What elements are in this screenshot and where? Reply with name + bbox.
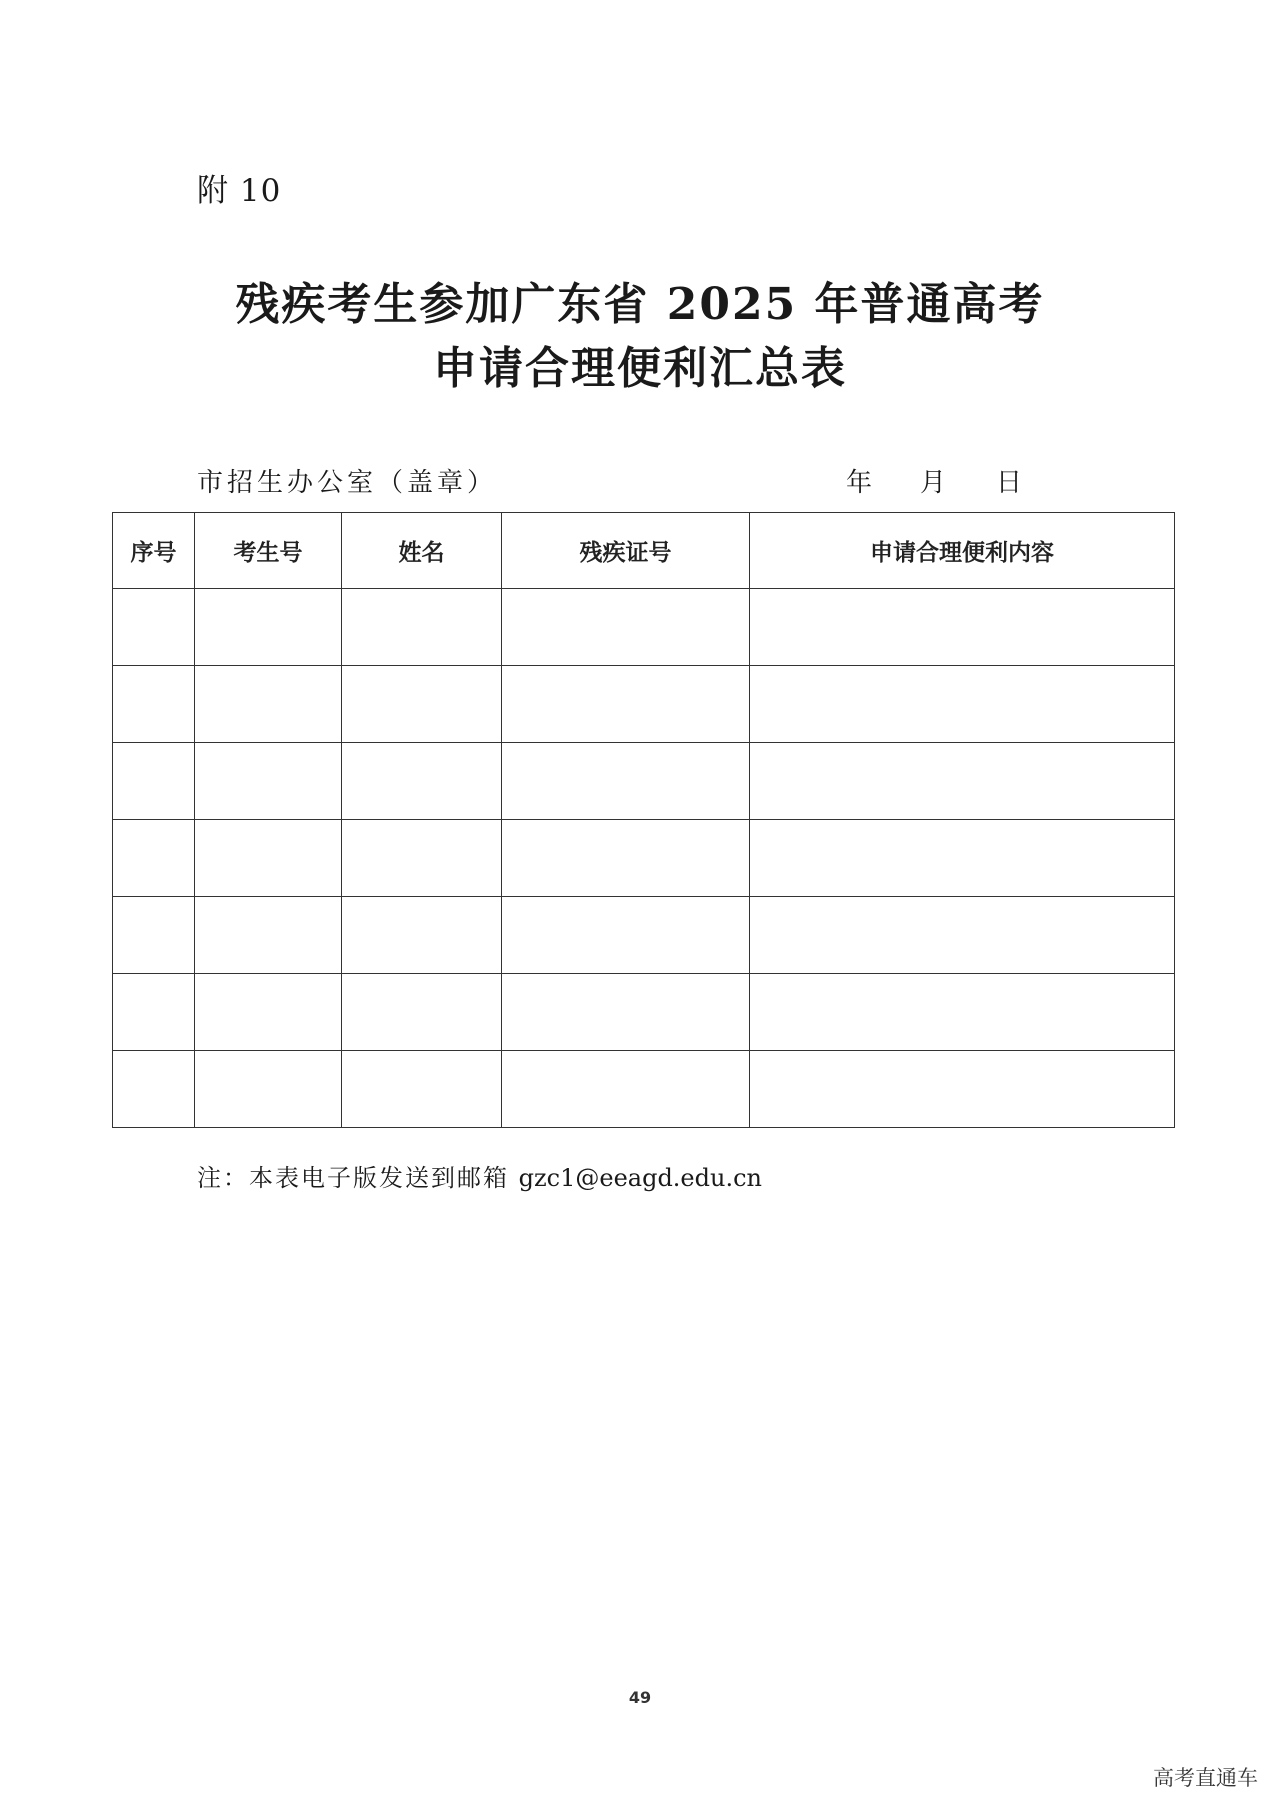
table-cell — [750, 820, 1175, 897]
column-header-index: 序号 — [113, 513, 195, 589]
table-cell — [113, 743, 195, 820]
table-cell — [342, 1051, 502, 1128]
table-cell — [113, 974, 195, 1051]
table-header-row — [113, 513, 1175, 589]
date-day-label: 日 — [996, 468, 1023, 498]
table-row — [113, 820, 1175, 897]
table-cell — [502, 897, 750, 974]
summary-table — [112, 512, 1175, 1128]
table-row — [113, 589, 1175, 666]
table-row — [113, 897, 1175, 974]
table-cell — [113, 820, 195, 897]
table-cell — [195, 1051, 342, 1128]
table-cell — [750, 974, 1175, 1051]
table-cell — [750, 1051, 1175, 1128]
table-cell — [750, 743, 1175, 820]
document-title-line1: 残疾考生参加广东省 2025 年普通高考 — [235, 279, 1045, 330]
table-cell — [342, 897, 502, 974]
note-email: gzc1@eeagd.edu.cn — [518, 1164, 762, 1192]
table-row — [113, 743, 1175, 820]
table-cell — [195, 820, 342, 897]
date-year-label: 年 — [846, 468, 873, 498]
table-cell — [342, 589, 502, 666]
table-row — [113, 666, 1175, 743]
table-cell — [113, 666, 195, 743]
table-cell — [502, 820, 750, 897]
table-cell — [750, 666, 1175, 743]
table-cell — [113, 897, 195, 974]
column-header-name: 姓名 — [342, 513, 502, 589]
seal-label: 市招生办公室（盖章） — [197, 468, 498, 498]
table-cell — [502, 743, 750, 820]
table-cell — [502, 1051, 750, 1128]
table-cell — [750, 897, 1175, 974]
note-text: 注：本表电子版发送到邮箱 — [197, 1164, 519, 1192]
page-number: 49 — [628, 1688, 652, 1707]
table-body — [113, 589, 1175, 1128]
table-cell — [502, 974, 750, 1051]
table-cell — [195, 974, 342, 1051]
table-cell — [342, 820, 502, 897]
column-header-candidate-number: 考生号 — [195, 513, 342, 589]
table-cell — [113, 589, 195, 666]
table-row — [113, 1051, 1175, 1128]
column-header-accommodation-content: 申请合理便利内容 — [750, 513, 1175, 589]
table-cell — [342, 743, 502, 820]
table-cell — [195, 897, 342, 974]
table-cell — [195, 589, 342, 666]
table-row — [113, 974, 1175, 1051]
attachment-label: 附 10 — [197, 173, 282, 209]
table-cell — [113, 1051, 195, 1128]
date-month-label: 月 — [920, 468, 947, 498]
note — [197, 1158, 762, 1193]
table-cell — [195, 666, 342, 743]
table-cell — [502, 666, 750, 743]
column-header-disability-cert-number: 残疾证号 — [502, 513, 750, 589]
table-cell — [195, 743, 342, 820]
table-cell — [342, 974, 502, 1051]
table-cell — [502, 589, 750, 666]
document-title-line2: 申请合理便利汇总表 — [433, 343, 847, 394]
watermark: 高考直通车 — [1153, 1766, 1258, 1790]
table-cell — [342, 666, 502, 743]
table-cell — [750, 589, 1175, 666]
